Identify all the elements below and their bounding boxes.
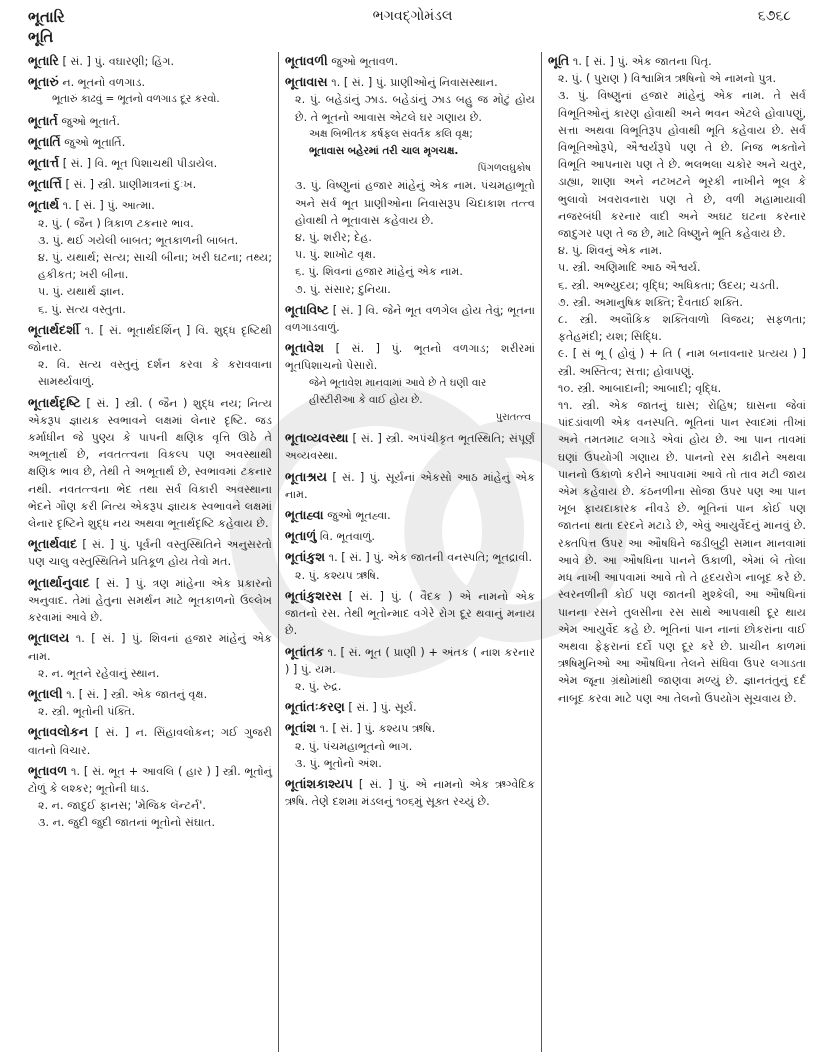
dictionary-entry bbox=[285, 73, 535, 298]
dictionary-entry bbox=[285, 587, 535, 640]
definition-text: [ સં. ] પું. પૂર્વની વસ્તુસ્થિતિને અનુસરતો પણ ચાલુ વસ્તુસ્થિતિને પ્રતિકૂળ હોય તેવો મત. bbox=[28, 538, 272, 569]
sense: ૭. પું. સંસાર; દુનિયા. bbox=[295, 282, 391, 296]
definition-text: ૧. [ સં. ] પું. એક જાતની વનસ્પતિ; ભૂતદ્રાવી. bbox=[328, 551, 533, 565]
dictionary-entry bbox=[285, 698, 535, 716]
headword: ભૂતાર્ત્તિ bbox=[28, 176, 62, 192]
sense: ૨. પું. બહેડાંનું ઝાડ. બહેડાંનું ઝાડ બહુ જ મોટું હોય છે. તે ભૂતનો આવાસ એટલે ઘર ગણાય છે. bbox=[295, 93, 535, 124]
entry-definition bbox=[285, 52, 535, 70]
sense: ૨. પું. પંચમહાભૂતનો ભાગ. bbox=[295, 739, 413, 753]
headword: ભૂતાશ્રય bbox=[285, 468, 328, 484]
sense: ૫. પું. શાખોટ વૃક્ષ. bbox=[295, 248, 376, 262]
headword: ભૂતાર્થદર્શી bbox=[28, 321, 80, 337]
entry-definition bbox=[285, 468, 535, 503]
definition-text: [ સં. ] પું. સૂર્યનાં એકસો આઠ માંહેનું એક નામ. bbox=[285, 470, 535, 501]
definition-text: જુઓ ભૂતાર્ત. bbox=[61, 114, 120, 128]
dictionary-entry bbox=[285, 468, 535, 503]
dictionary-entry bbox=[28, 112, 272, 130]
sense: ૧૧. સ્ત્રી. એક જાતનું ઘાસ; રોહિષ; ઘાસના જેવાં પાંદડાંવાળી એક વનસ્પતિ. ભૂતિનાં પાન સ્વાદમાં તીખાં અને તમતમાટ લગાડે એવાં હોય છે. આ પાન તાવમાં ઘણાં ઉપયોગી ગણાય છે. પાનનો રસ કાઢીને અથવા પાનનો ઉકાળો કરીને આપવામાં આવે તો તાવ મટી જાય એમ કહેવાય છે. કંઠનળીના સોજા ઉપર પણ આ પાન ખૂબ ફાયદાકારક નીવડે છે. ભૂતિનાં પાન કોઈ પણ જાતના થતા દરદને મટાડે છે, એવું આયુર્વેદનું માનવું છે. રક્તપિત્ત ઉપર આ ઔષધિને જડીબુટ્ટી સમાન માનવામાં આવે છે. આ ઔષધિના પાનને ઉકાળી, એમાં બે તોલા મધ નાખી આપવામાં આવે તો તે હૃદયરોગ નાબૂદ કરે છે. સ્વરનળીની કોઈ પણ જાતની મુશ્કેલી, આ ઔષધિનાં પાનના રસને તુલસીના રસ સાથે આપવાથી દૂર થાય એમ આયુર્વેદ કહે છે. ભૂતિનાં પાન નાનાં છોકરાંના વાઈ અથવા ફેફરાનાં દર્દો પણ દૂર કરે છે. પ્રાચીન કાળમાં ઋષિમુનિઓ આ ઔષધિના તેલને સંધિવા ઉપર લગાડતા એમ જૂના ગ્રંથોમાંથી જાણવા મળ્યું છે. જ્ઞાનતંતુનું દર્દ નાબૂદ કરવા માટે પણ આ તેલનો ઉપયોગ સૂચવાય છે. bbox=[558, 399, 806, 705]
sense: ૬. પું. સત્ય વસ્તુતા. bbox=[38, 302, 126, 316]
entry-definition bbox=[28, 394, 272, 533]
entry-definition bbox=[28, 175, 272, 193]
definition-text: [ સં. ] વિ. જેને ભૂત વળગેલ હોય તેવું; ભૂતના વળગાડવાળું. bbox=[285, 303, 536, 335]
sense: ૯. [ સં ભૂ ( હોવું ) + તિ ( નામ બનાવનાર પ્રત્યય ) ] સ્ત્રી. અસ્તિત્વ; સત્તા; હોવાપણું. bbox=[558, 347, 806, 378]
sense: ૪. પું. યથાર્થ; સત્ય; સાચી બીના; ખરી ઘટના; તથ્ય; હકીકત; ખરી બીના. bbox=[38, 251, 272, 282]
definition-text: [ સં. ] સ્ત્રી. ( જૈન ) શુદ્ધ નય; નિત્ય એકરૂપ જ્ઞાયક સ્વભાવને લક્ષમાં લેનાર દૃષ્ટિ. જડ કર્માધીન જે પુણ્ય કે પાપની ક્ષણિક વૃત્તિ ઊઠે તે અભૂતાર્થ છે, નવતત્ત્વના વિકલ્પ પણ અવસ્થાથી ક્ષણિક ભાવ છે, તેથી તે અભૂતાર્થ છે, સ્વભાવમાં ટકનાર નથી. નવતત્ત્વના ભેદ તથા સર્વ વિકારી અવસ્થાના ભેદને ગૌણ કરી નિત્ય એકરૂપ જ્ઞાયક સ્વભાવને લક્ષમાં લેનાર દૃષ્ટિને શુદ્ધ નય અથવા ભૂતાર્થદૃષ્ટિ કહેવાય છે. bbox=[28, 396, 272, 531]
dictionary-entry bbox=[28, 762, 272, 832]
definition-text: [ સં. ] વિ. ભૂત પિશાચથી પીડાયેલ. bbox=[62, 157, 218, 171]
dictionary-entry bbox=[28, 723, 272, 758]
entry-definition bbox=[28, 112, 272, 130]
entry-definition bbox=[285, 301, 535, 336]
headword: ભૂતાંશ bbox=[285, 720, 317, 736]
headword: ભૂતારું bbox=[28, 74, 59, 90]
sense: ૪. પું. શિવનું એક નામ. bbox=[558, 244, 663, 258]
definition-text: ૧. [ સં. ] પું. શિવનાં હજાર માંહેનું એક નામ. bbox=[28, 632, 272, 663]
headword: ભૂતાંશકાશ્યપ bbox=[285, 775, 353, 791]
headword: ભૂતાંકુશ bbox=[285, 549, 326, 565]
dictionary-entry bbox=[285, 548, 535, 583]
definition-text: ૧. [ સં. ] પું. કશ્યપ ઋષિ. bbox=[319, 722, 436, 736]
quotation-line: જેને ભૂતાવેશ માનવામાં આવે છે તે ઘણી વાર હીસ્ટીરીઆ કે વાઈ હોય છે. bbox=[309, 376, 487, 406]
entry-definition bbox=[28, 196, 272, 214]
sense: ૬. પું. શિવનાં હજાર માંહેનું એક નામ. bbox=[295, 265, 463, 279]
entry-definition bbox=[28, 321, 272, 356]
column-2 bbox=[278, 52, 541, 1052]
sense: ૩. પું. ભૂતોનો અંશ. bbox=[295, 756, 382, 770]
dictionary-entry bbox=[28, 535, 272, 570]
quotation-line: ભૂતાવાસ બહેરમાં તરી ચાલ મૃગચક્ષ. bbox=[309, 145, 459, 158]
column-3 bbox=[541, 52, 812, 1052]
entry-definition bbox=[28, 723, 272, 758]
sense: ૨. પું. ( પુરાણ ) વિશ્વામિત્ર ઋષિનો એ નામનો પુત્ર. bbox=[558, 72, 777, 86]
headword: ભૂતાવેશ bbox=[285, 340, 325, 356]
headword: ભૂતિ bbox=[548, 53, 570, 68]
sense: ૩. ન. જુદી જુદી જાતનાં ભૂતોનો સંઘાત. bbox=[38, 816, 216, 830]
dictionary-entry bbox=[548, 52, 806, 707]
definition-text: ૧. [ સં. ] સ્ત્રી. એક જાતનું વૃક્ષ. bbox=[66, 687, 208, 701]
definition-text: ૧. [ સં. ] પું. પ્રાણીઓનું નિવાસસ્થાન. bbox=[331, 76, 498, 90]
definition-text: [ સં. ] સ્ત્રી. પ્રાણીમાત્રનાં દુઃખ. bbox=[65, 178, 197, 192]
dictionary-entry bbox=[285, 429, 535, 464]
sense: ૮. સ્ત્રી. અલૌકિક શક્તિવાળો વિજય; સફળતા; ફતેહમંદી; યશ; સિદ્ધિ. bbox=[558, 313, 806, 344]
sense: ૭. સ્ત્રી. અમાનુષિક શક્તિ; દૈવતાઈ શક્તિ. bbox=[558, 295, 743, 309]
dictionary-entry bbox=[285, 719, 535, 772]
definition-text: [ સં. ] પું. વઘારણી; હિંગ. bbox=[62, 55, 175, 68]
headword: ભૂતાળું bbox=[285, 528, 317, 544]
sense: ૨. વિ. સત્ય વસ્તુનું દર્શન કરવા કે કરાવવાના સામર્થ્યવાળું. bbox=[38, 358, 272, 389]
quotation-source: પિંગળલઘુકોષ bbox=[477, 163, 531, 175]
headword: ભૂતારિ bbox=[28, 53, 59, 68]
running-title: ભગવદ્ગોમંડલ bbox=[372, 8, 453, 24]
entry-definition bbox=[28, 762, 272, 797]
dictionary-entry bbox=[28, 574, 272, 627]
entry-definition bbox=[28, 685, 272, 703]
headword: ભૂતાર્થ bbox=[28, 197, 60, 213]
entry-definition bbox=[28, 154, 272, 172]
entry-definition bbox=[28, 73, 272, 91]
definition-text: [ સં. ] ન. સિંહાવલોકન; ગઈ ગુજરી વાતનો વિચાર. bbox=[28, 726, 272, 757]
definition-text: ૧. [ સં. ભૂત ( પ્રાણી ) + અંતક ( નાશ કરનાર ) ] પું. યમ. bbox=[285, 645, 535, 676]
sense: ૫. સ્ત્રી. અણિમાદિ આઠ ઐશ્વર્ય. bbox=[558, 261, 701, 275]
page-number: ૬૭૬૮ bbox=[757, 8, 791, 24]
entry-definition bbox=[285, 587, 535, 640]
dictionary-entry bbox=[28, 629, 272, 682]
dictionary-entry bbox=[285, 643, 535, 696]
headword: ભૂતાર્થવાદ bbox=[28, 536, 78, 552]
entry-definition bbox=[285, 548, 535, 566]
sense: ૨. ન. ભૂતને રહેવાનું સ્થાન. bbox=[38, 666, 160, 680]
dictionary-entry bbox=[28, 73, 272, 108]
definition-text: જુઓ ભૂતાવળ. bbox=[331, 55, 399, 68]
dictionary-entry bbox=[285, 301, 535, 336]
entry-definition bbox=[285, 775, 535, 810]
entry-definition bbox=[28, 133, 272, 151]
sense: ૩. પું. વિષ્ણુનાં હજાર માંહેનું એક નામ. પંચમહાભૂતો અને સર્વ ભૂત પ્રાણીઓના નિવાસરૂપ ચિદાકાશ તત્ત્વ હોવાથી તે ભૂતાવાસ કહેવાય છે. bbox=[295, 179, 535, 227]
sense: ૫. પું. યથાર્થ જ્ઞાન. bbox=[38, 285, 125, 299]
sense: ૪. પું. શરીર; દેહ. bbox=[295, 231, 372, 245]
headword: ભૂતાર્થદૃષ્ટિ bbox=[28, 394, 81, 410]
definition-text: [ સં. ] પું. સૂર્ય. bbox=[348, 701, 417, 715]
dictionary-entry bbox=[28, 154, 272, 172]
definition-text: જુઓ ભૂતહ્વા. bbox=[327, 509, 391, 523]
definition-text: [ સં. ] સ્ત્રી. અપંચીકૃત ભૂતસ્થિતિ; સંપૂર્ણ અવ્યવસ્થા. bbox=[285, 432, 536, 463]
definition-text: ૧. [ સં. ] પું. એક જાતના પિતૃ. bbox=[572, 55, 712, 68]
entry-definition bbox=[285, 339, 535, 374]
headword: ભૂતાંતઃકરણ bbox=[285, 699, 345, 715]
usage-example: ભૂતારું કાઢવું = ભૂતનો વળગાડ દૂર કરવો. bbox=[52, 93, 220, 106]
headword: ભૂતાર્ત bbox=[28, 112, 58, 128]
headword: ભૂતાંતક bbox=[285, 643, 324, 659]
sense: ૩. પું. થઈ ગયેલી બાબત; ભૂતકાળની બાબત. bbox=[38, 233, 239, 247]
definition-text: જુઓ ભૂતાર્તિ. bbox=[64, 135, 126, 149]
guide-word-last: ભૂતિ bbox=[28, 28, 54, 46]
sense: ૨. પું. રુદ્ર. bbox=[295, 679, 342, 693]
definition-text: ન. ભૂતનો વળગાડ. bbox=[62, 76, 146, 90]
sense: ૩. પું. વિષ્ણુનાં હજાર માંહેનું એક નામ. તે સર્વ વિભૂતિઓનું કારણ હોવાથી અને ભવન એટલે હોવાપણું, સત્તા અથવા વિભૂતિરૂપ હોવાથી ભૂતિ કહેવાય છે. સર્વ વિભૂતિઓરૂપે, ઐશ્વર્યરૂપે પણ તે છે. નિજ ભક્તોને વિભૂતિ આપનારા પણ તે છે. ભલભલા ચકોર અને ચતુર, ડાહ્યા, શાણા અને નટખટને ભૂરકી નાખીને ભૂલ કે ભુલાવો ખવરાવનારા પણ તે છે, વળી મહામાયાવી નજરબંધી કરનાર વાદી અને અઘટ ઘટના કરનાર જાદુગર પણ તે જ છે, માટે વિષ્ણુને ભૂતિ કહેવાય છે. bbox=[558, 89, 806, 241]
sense: ૨. સ્ત્રી. ભૂતોની પંક્તિ. bbox=[38, 705, 136, 719]
definition-text: [ સં. ] પું. એ નામનો એક ઋગ્વેદિક ઋષિ. તેણે દશમા મંડલનું ૧૦૬મું સૂક્ત રચ્યું છે. bbox=[285, 777, 536, 809]
dictionary-entry bbox=[28, 175, 272, 193]
entry-definition bbox=[285, 719, 535, 737]
dictionary-entry bbox=[285, 339, 535, 426]
dictionary-entry bbox=[285, 52, 535, 70]
sense: ૧૦. સ્ત્રી. આબાદાની; આબાદી; વૃદ્ધિ. bbox=[558, 381, 722, 395]
dictionary-entry bbox=[28, 52, 272, 70]
definition-text: ૧. [ સં. ] પું. આત્મા. bbox=[62, 199, 155, 213]
headword: ભૂતાર્તિ bbox=[28, 133, 61, 149]
headword: ભૂતાવ્યવસ્થા bbox=[285, 430, 349, 446]
headword: ભૂતાવલોકન bbox=[28, 724, 89, 740]
entry-definition bbox=[285, 698, 535, 716]
dictionary-entry bbox=[28, 394, 272, 533]
headword: ભૂતાર્ત્ત bbox=[28, 155, 60, 171]
definition-text: વિ. ભૂતવાળું. bbox=[319, 530, 375, 544]
dictionary-entry bbox=[285, 506, 535, 524]
definition-text: ૧. [ સં. ભૂત + આવલિ ( હાર ) ] સ્ત્રી. ભૂતોનું ટોળું કે લશ્કર; ભૂતોની ધાડ. bbox=[28, 764, 272, 795]
definition-text: ૧. [ સં. ભૂતાર્થદર્શિન્ ] વિ. શુદ્ધ દૃષ્ટિથી જોનાર. bbox=[28, 323, 272, 355]
sense: ૨. પું. ( જૈન ) ત્રિકાળ ટકનાર ભાવ. bbox=[38, 216, 194, 230]
headword: ભૂતાહ્વા bbox=[285, 507, 324, 523]
headword: ભૂતાલય bbox=[28, 630, 70, 646]
headword: ભૂતાંકુશરસ bbox=[285, 587, 342, 603]
headword: ભૂતાર્થાનુવાદ bbox=[28, 574, 90, 590]
entry-definition bbox=[285, 643, 535, 678]
sense: ૬. સ્ત્રી. અભ્યુદય; વૃદ્ધિ; અધિકતા; ઉદય; ચડતી. bbox=[558, 278, 780, 292]
dictionary-entry bbox=[285, 775, 535, 810]
headword: ભૂતાવાસ bbox=[285, 74, 328, 90]
entry-definition bbox=[548, 52, 806, 70]
headword: ભૂતાલી bbox=[28, 685, 63, 701]
entry-definition bbox=[285, 527, 535, 545]
definition-text: [ સં. ] પું. ( વૈદક ) એ નામનો એક જાતનો રસ. તેથી ભૂતોન્માદ વગેરે રોગ દૂર થવાનું મનાય છે. bbox=[285, 589, 535, 638]
definition-text: [ સં. ] પું. ભૂતનો વળગાડ; શરીરમાં ભૂતપિશાચનો પેસારો. bbox=[285, 342, 535, 373]
dictionary-entry bbox=[28, 321, 272, 391]
definition-text: [ સં. ] પું. ત્રણ માંહેના એક પ્રકારનો અનુવાદ. તેમાં હેતુના સમર્થન માટે ભૂતકાળનો ઉલ્લેખ કરવામાં આવે છે. bbox=[28, 576, 272, 625]
headword: ભૂતાવળી bbox=[285, 53, 328, 68]
column-1 bbox=[22, 52, 278, 1052]
dictionary-entry bbox=[285, 527, 535, 545]
dictionary-entry bbox=[28, 196, 272, 317]
guide-word-first: ભૂતારિ bbox=[28, 8, 65, 26]
entry-definition bbox=[28, 52, 272, 70]
dictionary-entry bbox=[28, 133, 272, 151]
page-header bbox=[0, 0, 825, 46]
entry-definition bbox=[285, 73, 535, 91]
headword: ભૂતાવિષ્ટ bbox=[285, 301, 329, 317]
dictionary-entry bbox=[28, 685, 272, 720]
entry-definition bbox=[28, 535, 272, 570]
entry-definition bbox=[285, 429, 535, 464]
quotation-source: પુરાતત્ત્વ bbox=[495, 412, 531, 424]
entry-definition bbox=[28, 574, 272, 627]
quotation-line: અક્ષ બિભીતક કર્ષફલ સંવર્તક કલિ વૃક્ષ; bbox=[309, 127, 473, 140]
entry-definition bbox=[285, 506, 535, 524]
sense: ૨. ન. જાદુઈ ફાનસ; 'મેજિક લૅન્ટર્ન'. bbox=[38, 799, 206, 813]
dictionary-columns bbox=[22, 52, 812, 1052]
entry-definition bbox=[28, 629, 272, 664]
headword: ભૂતાવળ bbox=[28, 762, 68, 778]
sense: ૨. પું. કશ્યપ ઋષિ. bbox=[295, 568, 380, 582]
